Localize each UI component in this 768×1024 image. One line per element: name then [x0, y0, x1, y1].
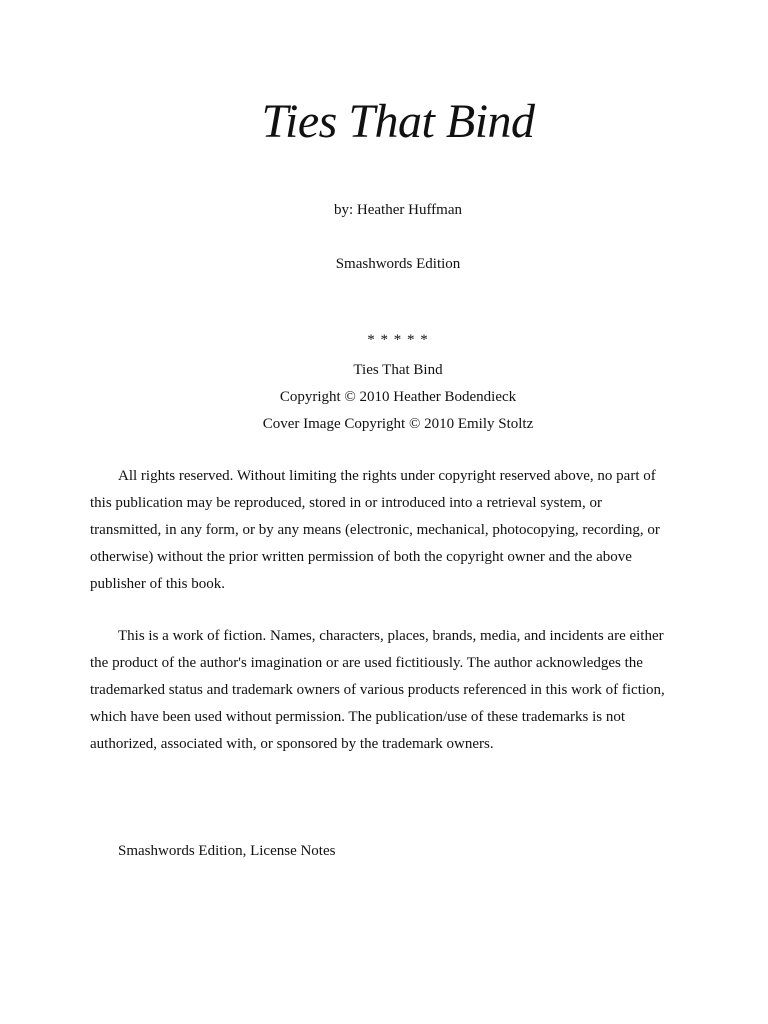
edition-label: Smashwords Edition	[335, 256, 461, 272]
section-separator: * * * * *	[367, 332, 429, 348]
cover-image-copyright: Cover Image Copyright © 2010 Emily Stoltz	[262, 416, 534, 432]
rights-paragraph: All rights reserved. Without limiting the rights under copyright reserved above, no part of this publication may be reproduced, stored in or introduced into a retrieval system, or transmitted, in any form, or by any means (electronic, mechanical, photocopying, recording, or otherwise) without the prior written permission of both the copyright owner and the above publisher of this book.	[90, 468, 660, 592]
book-title: Ties That Bind	[261, 95, 535, 148]
fiction-disclaimer-paragraph: This is a work of fiction. Names, characters, places, brands, media, and incidents are either the product of the author's imagination or are used fictitiously. The author acknowledges the trademarked status and trademark owners of various products referenced in this work of fiction, which have been used without permission. The publication/use of these trademarks is not authorized, associated with, or sponsored by the trademark owners.	[90, 628, 665, 752]
author-byline: by: Heather Huffman	[333, 202, 462, 218]
copyright-notice: Copyright © 2010 Heather Bodendieck	[279, 389, 517, 405]
license-notes-heading: Smashwords Edition, License Notes	[118, 843, 336, 859]
copyright-book-title: Ties That Bind	[353, 362, 443, 378]
